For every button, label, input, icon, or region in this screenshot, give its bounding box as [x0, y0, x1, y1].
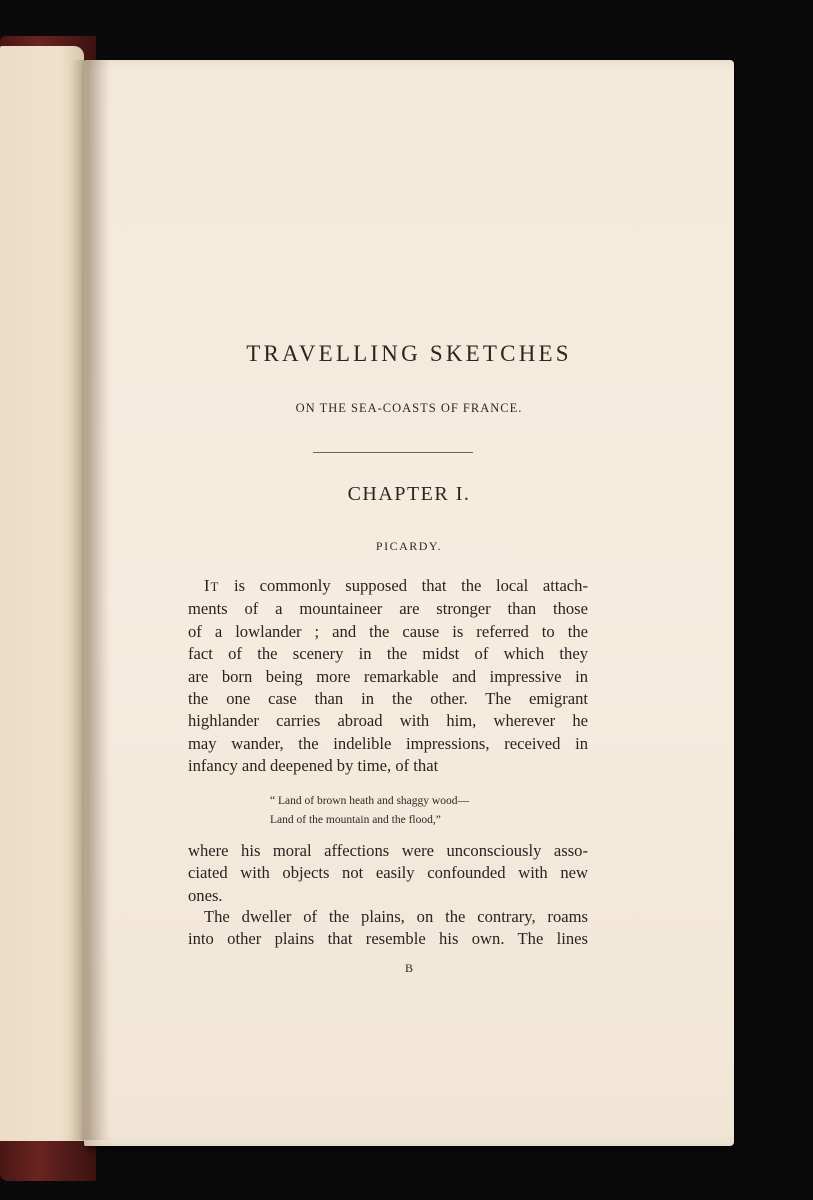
text-line: highlander carries abroad with him, wherever he: [188, 711, 588, 731]
text-line: the one case than in the other. The emigrant: [188, 689, 588, 709]
text-line: ones.: [188, 885, 223, 905]
text-line: IT is commonly supposed that the local attach-: [204, 576, 588, 595]
quote-line: Land of the mountain and the flood,”: [270, 814, 441, 826]
section-heading: PICARDY.: [375, 539, 443, 553]
verse-quote: [270, 792, 469, 830]
gutter-shadow: [70, 60, 110, 1140]
text-line: infancy and deepened by time, of that: [188, 756, 439, 776]
text-line: where his moral affections were unconsciously asso-: [188, 841, 588, 860]
text-line: of a lowlander ; and the cause is referred to the: [188, 621, 588, 641]
quote-line: “ Land of brown heath and shaggy wood—: [270, 795, 469, 807]
text-line: may wander, the indelible impressions, received in: [188, 733, 588, 753]
text-line: into other plains that resemble his own. The lines: [188, 929, 588, 949]
text-line: ments of a mountaineer are stronger than those: [188, 599, 588, 619]
paragraph-1: [188, 575, 588, 778]
paragraph-2: [188, 840, 588, 907]
title-divider: [313, 452, 473, 453]
text-line: are born being more remarkable and impressive in: [188, 666, 588, 686]
book-page: [84, 60, 734, 1146]
text-line: ciated with objects not easily confounded with new: [188, 863, 588, 883]
printer-signature: B: [404, 961, 413, 975]
text-line: The dweller of the plains, on the contrary, roams: [204, 907, 588, 926]
chapter-heading: CHAPTER I.: [347, 483, 471, 505]
book-title: TRAVELLING SKETCHES: [246, 341, 572, 366]
drop-lead: IT: [204, 576, 220, 595]
text-line: fact of the scenery in the midst of which they: [188, 644, 588, 664]
book-subtitle: ON THE SEA-COASTS OF FRANCE.: [295, 401, 523, 415]
paragraph-3: [188, 906, 588, 951]
